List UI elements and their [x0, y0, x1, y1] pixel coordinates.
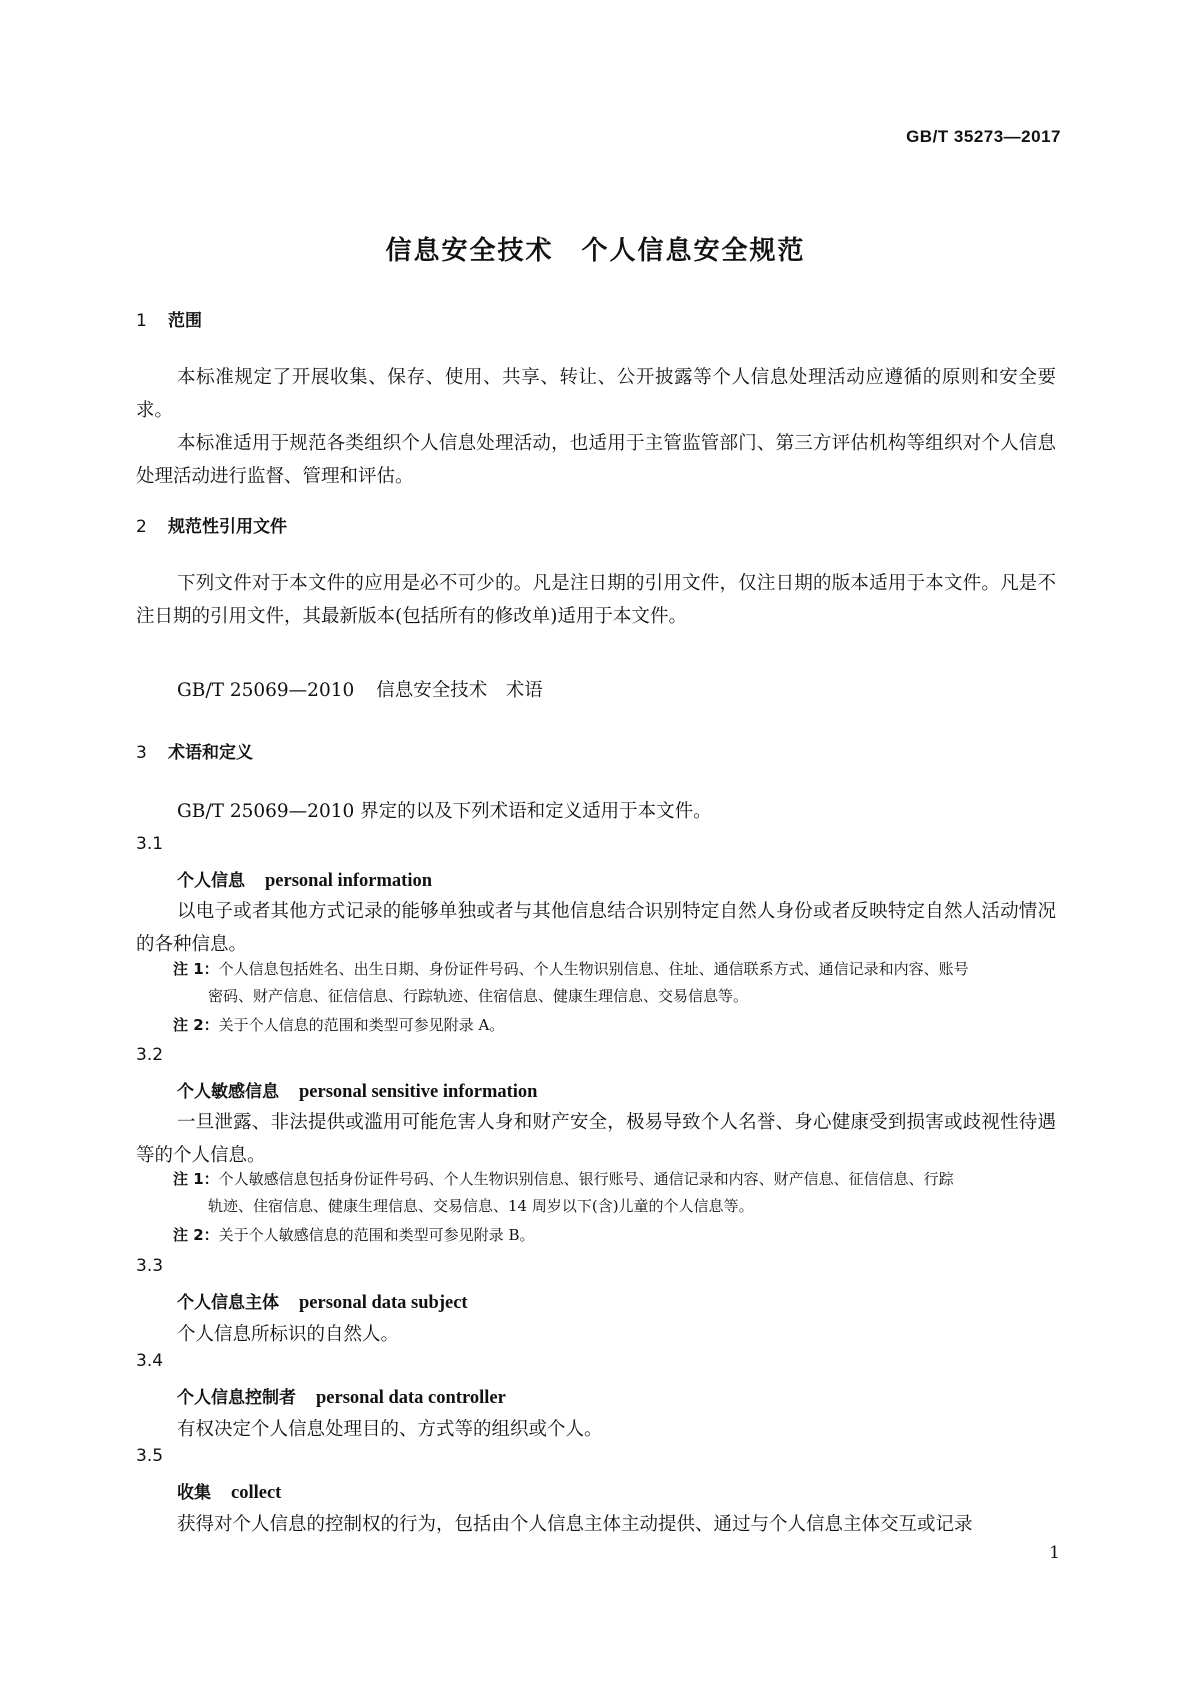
section-3-heading: [136, 738, 253, 763]
term-heading: [177, 866, 432, 892]
paragraph: 本标准规定了开展收集、保存、使用、共享、转让、公开披露等个人信息处理活动应遵循的原则和安全要求。: [136, 367, 1056, 421]
term-zh: 个人信息: [177, 871, 245, 891]
note-label: 注 2：: [173, 1226, 219, 1244]
section-2-body: [136, 567, 1056, 633]
term-definition: 个人信息所标识的自然人。: [177, 1324, 400, 1345]
note-text-continued: 轨迹、住宿信息、健康生理信息、交易信息、14 周岁以下(含)儿童的个人信息等。: [208, 1197, 754, 1215]
term-zh: 收集: [177, 1483, 211, 1503]
reference-code: GB/T 25069—2010: [177, 680, 355, 701]
term-heading: [177, 1288, 468, 1314]
term-number: 3.1: [136, 834, 164, 854]
section-1-heading: [136, 306, 202, 331]
note-text: 关于个人信息的范围和类型可参见附录 A。: [218, 1016, 505, 1034]
section-number: 3: [136, 743, 147, 763]
term-en: personal information: [265, 871, 433, 891]
normative-reference: [177, 676, 543, 702]
term-note: [173, 1222, 1058, 1249]
term-definition: 获得对个人信息的控制权的行为，包括由个人信息主体主动提供、通过与个人信息主体交互或记录: [177, 1514, 973, 1535]
standard-number: GB/T 35273—2017: [906, 127, 1061, 146]
section-3-intro: GB/T 25069—2010 界定的以及下列术语和定义适用于本文件。: [177, 801, 712, 822]
term-zh: 个人信息主体: [177, 1293, 279, 1313]
paragraph: 本标准适用于规范各类组织个人信息处理活动，也适用于主管监管部门、第三方评估机构等组织对个人信息处理活动进行监督、管理和评估。: [136, 433, 1056, 487]
note-text-continued: 密码、财产信息、征信信息、行踪轨迹、住宿信息、健康生理信息、交易信息等。: [208, 987, 749, 1005]
term-number: 3.3: [136, 1256, 164, 1276]
document-title: 信息安全技术 个人信息安全规范: [385, 236, 806, 266]
note-text: 个人信息包括姓名、出生日期、身份证件号码、个人生物识别信息、住址、通信联系方式、通信记录和内容、账号: [218, 960, 969, 978]
note-text: 关于个人敏感信息的范围和类型可参见附录 B。: [218, 1226, 535, 1244]
term-note: [173, 1166, 1058, 1220]
term-number: 3.4: [136, 1351, 164, 1371]
term-heading: [177, 1383, 506, 1409]
reference-title: 信息安全技术 术语: [376, 680, 543, 701]
paragraph: 以电子或者其他方式记录的能够单独或者与其他信息结合识别特定自然人身份或者反映特定自然人活动情况的各种信息。: [136, 901, 1056, 955]
section-title: 术语和定义: [168, 743, 253, 763]
note-label: 注 1：: [173, 1170, 219, 1188]
term-en: collect: [231, 1483, 282, 1503]
note-text: 个人敏感信息包括身份证件号码、个人生物识别信息、银行账号、通信记录和内容、财产信息、征信信息、行踪: [218, 1170, 954, 1188]
section-number: 1: [136, 311, 147, 331]
section-title: 范围: [168, 311, 202, 331]
note-label: 注 2：: [173, 1016, 219, 1034]
term-note: [173, 956, 1058, 1010]
term-number: 3.2: [136, 1045, 164, 1065]
section-2-heading: [136, 512, 287, 537]
term-definition: [136, 895, 1056, 961]
note-label: 注 1：: [173, 960, 219, 978]
term-heading: [177, 1478, 281, 1504]
term-number: 3.5: [136, 1446, 164, 1466]
term-heading: [177, 1077, 537, 1103]
term-en: personal data controller: [316, 1388, 506, 1408]
section-title: 规范性引用文件: [168, 517, 287, 537]
paragraph: 一旦泄露、非法提供或滥用可能危害人身和财产安全，极易导致个人名誉、身心健康受到损害或歧视性待遇等的个人信息。: [136, 1112, 1056, 1166]
paragraph: 下列文件对于本文件的应用是必不可少的。凡是注日期的引用文件，仅注日期的版本适用于本文件。凡是不注日期的引用文件，其最新版本(包括所有的修改单)适用于本文件。: [136, 573, 1056, 627]
term-definition: [136, 1106, 1056, 1172]
term-en: personal sensitive information: [299, 1082, 538, 1102]
section-number: 2: [136, 517, 147, 537]
term-en: personal data subject: [299, 1293, 468, 1313]
section-1-body: [136, 361, 1056, 493]
term-note: [173, 1012, 1058, 1039]
term-definition: 有权决定个人信息处理目的、方式等的组织或个人。: [177, 1419, 603, 1440]
term-zh: 个人敏感信息: [177, 1082, 279, 1102]
term-zh: 个人信息控制者: [177, 1388, 296, 1408]
page-number: 1: [1049, 1543, 1060, 1563]
